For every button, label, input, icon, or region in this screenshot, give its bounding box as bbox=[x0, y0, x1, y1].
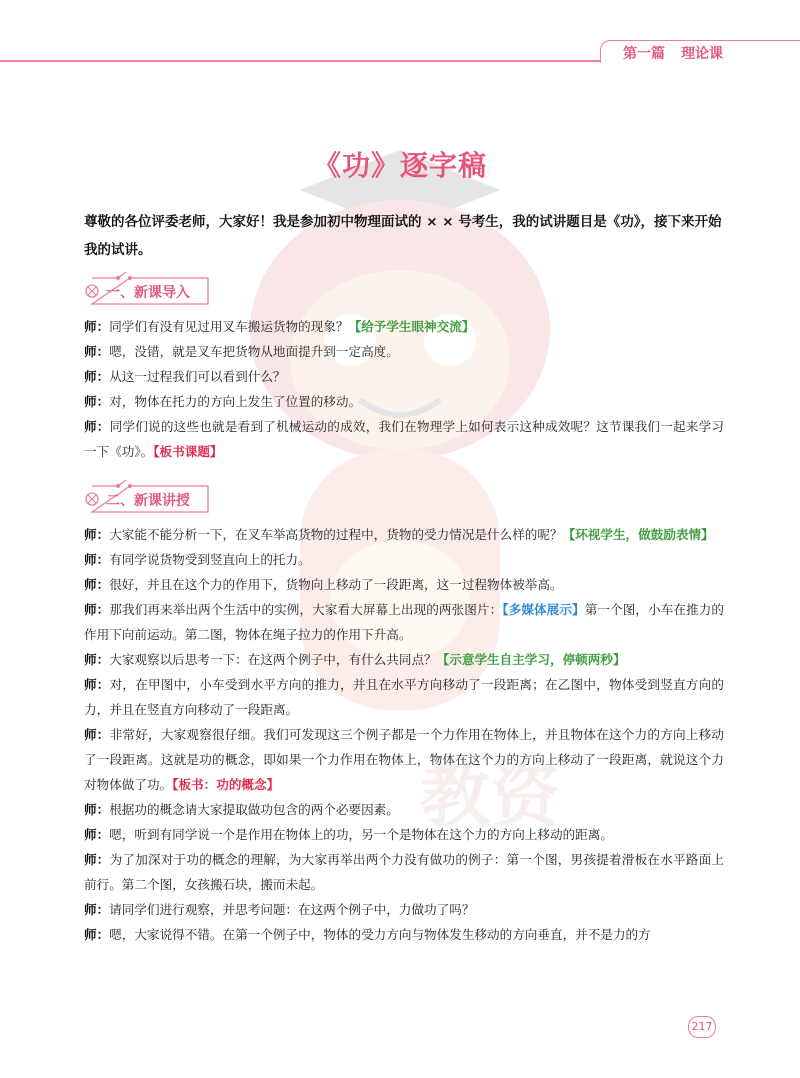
speaker-label: 师： bbox=[84, 902, 110, 917]
speaker-label: 师： bbox=[84, 344, 110, 359]
dialog-line bbox=[84, 922, 724, 947]
dialog-text: 从这一过程我们可以看到什么？ bbox=[109, 369, 286, 384]
speaker-label: 师： bbox=[84, 527, 110, 542]
speaker-label: 师： bbox=[84, 577, 110, 592]
dialog-text: 请同学们进行观察，并思考问题：在这两个例子中，力做功了吗？ bbox=[109, 902, 475, 917]
speaker-label: 师： bbox=[84, 652, 110, 667]
speaker-label: 师： bbox=[84, 852, 110, 867]
dialog-block-intro bbox=[84, 314, 724, 464]
dialog-text: 有同学说货物受到竖直向上的托力。 bbox=[109, 552, 311, 567]
stage-direction-tag: 【环视学生，做鼓励表情】 bbox=[562, 527, 714, 542]
page-title: 《功》逐字稿 bbox=[312, 149, 487, 182]
dialog-line bbox=[84, 672, 724, 722]
intro-paragraph: 尊敬的各位评委老师，大家好！我是参加初中物理面试的 × × 号考生，我的试讲题目是《功》，接下来开始我的试讲。 bbox=[84, 214, 722, 258]
dialog-text: 根据功的概念请大家提取做功包含的两个必要因素。 bbox=[109, 802, 399, 817]
dialog-text: 大家能不能分析一下，在叉车举高货物的过程中，货物的受力情况是什么样的呢？ bbox=[109, 527, 563, 542]
dialog-line bbox=[84, 339, 724, 364]
dialog-line bbox=[84, 847, 724, 897]
dialog-line bbox=[84, 597, 724, 647]
speaker-label: 师： bbox=[84, 677, 110, 692]
section-title: 二、新课讲授 bbox=[106, 493, 190, 509]
stage-direction-tag: 【给予学生眼神交流】 bbox=[348, 319, 475, 334]
speaker-label: 师： bbox=[84, 394, 110, 409]
dialog-line bbox=[84, 572, 724, 597]
dialog-text-tail: 第一个图，小车在推力的作用下向前运动。第二图，物体在绳子拉力的作用下升高。 bbox=[84, 602, 725, 642]
dialog-text: 嗯，听到有同学说一个是作用在物体上的功，另一个是物体在这个力的方向上移动的距离。 bbox=[109, 827, 613, 842]
dialog-text: 对，物体在托力的方向上发生了位置的移动。 bbox=[109, 394, 362, 409]
dialog-text: 为了加深对于功的概念的理解，为大家再举出两个力没有做功的例子：第一个图，男孩提着滑板在水平路面上前行。第二个图，女孩搬石块，搬而未起。 bbox=[84, 852, 725, 892]
speaker-label: 师： bbox=[84, 927, 110, 942]
speaker-label: 师： bbox=[84, 602, 110, 617]
section-heading-teaching bbox=[84, 478, 224, 518]
dialog-line bbox=[84, 364, 724, 389]
dialog-line bbox=[84, 414, 724, 464]
dialog-text: 非常好，大家观察很仔细。我们可发现这三个例子都是一个力作用在物体上，并且物体在这个力的方向上移动了一段距离。这就是功的概念，即如果一个力作用在物体上，物体在这个力的方向上移动了一段距离，就说这个力对物体做了功。 bbox=[84, 727, 725, 792]
dialog-text: 对，在甲图中，小车受到水平方向的推力，并且在水平方向移动了一段距离；在乙图中，物体受到竖直方向的力，并且在竖直方向移动了一段距离。 bbox=[84, 677, 725, 717]
speaker-label: 师： bbox=[84, 369, 110, 384]
dialog-text: 很好，并且在这个力的作用下，货物向上移动了一段距离，这一过程物体被举高。 bbox=[109, 577, 563, 592]
dialog-line bbox=[84, 522, 724, 547]
dialog-text: 嗯，没错，就是叉车把货物从地面提升到一定高度。 bbox=[109, 344, 399, 359]
header-tab bbox=[600, 40, 800, 63]
dialog-text: 同学们有没有见过用叉车搬运货物的现象？ bbox=[109, 319, 349, 334]
section-heading-intro bbox=[84, 270, 224, 310]
stage-direction-tag: 【板书：功的概念】 bbox=[172, 777, 280, 792]
dialog-line bbox=[84, 647, 724, 672]
speaker-label: 师： bbox=[84, 802, 110, 817]
dialog-text: 嗯，大家说得不错。在第一个例子中，物体的受力方向与物体发生移动的方向垂直，并不是力的方 bbox=[109, 927, 651, 942]
header-section: 理论课 bbox=[681, 46, 723, 62]
dialog-line bbox=[84, 822, 724, 847]
speaker-label: 师： bbox=[84, 552, 110, 567]
stage-direction-tag: 【多媒体展示】 bbox=[502, 602, 585, 617]
dialog-line bbox=[84, 389, 724, 414]
dialog-line bbox=[84, 722, 724, 797]
dialog-line bbox=[84, 797, 724, 822]
speaker-label: 师： bbox=[84, 319, 110, 334]
dialog-line bbox=[84, 897, 724, 922]
header-part: 第一篇 bbox=[623, 46, 665, 62]
dialog-line bbox=[84, 547, 724, 572]
stage-direction-tag: 【板书课题】 bbox=[153, 444, 223, 459]
speaker-label: 师： bbox=[84, 419, 110, 434]
dialog-text: 那我们再来举出两个生活中的实例，大家看大屏幕上出现的两张图片： bbox=[109, 602, 503, 617]
dialog-block-teaching bbox=[84, 522, 724, 947]
page-header bbox=[0, 40, 800, 62]
dialog-line bbox=[84, 314, 724, 339]
speaker-label: 师： bbox=[84, 727, 110, 742]
speaker-label: 师： bbox=[84, 827, 110, 842]
dialog-text: 同学们说的这些也就是看到了机械运动的成效，我们在物理学上如何表示这种成效呢？这节课我们一起来学习一下《功》。 bbox=[84, 419, 725, 459]
section-title: 一、新课导入 bbox=[106, 285, 190, 301]
dialog-text: 大家观察以后思考一下：在这两个例子中，有什么共同点？ bbox=[109, 652, 437, 667]
svg-text:教资: 教资 bbox=[420, 755, 560, 837]
page-number: 217 bbox=[688, 1016, 716, 1038]
stage-direction-tag: 【示意学生自主学习，停顿两秒】 bbox=[436, 652, 626, 667]
